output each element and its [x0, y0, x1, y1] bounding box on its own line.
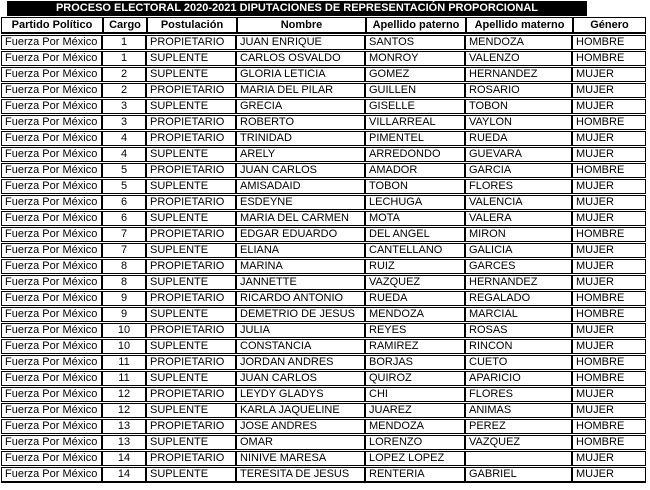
- cell-apellido-materno: PEREZ: [465, 419, 572, 434]
- cell-nombre: JUAN CARLOS: [236, 371, 365, 386]
- cell-partido-politico: Fuerza Por México: [1, 435, 102, 450]
- cell-postulacion: SUPLENTE: [146, 179, 236, 194]
- cell-genero: HOMBRE: [572, 35, 646, 50]
- cell-partido-politico: Fuerza Por México: [1, 211, 102, 226]
- cell-partido-politico: Fuerza Por México: [1, 419, 102, 434]
- cell-cargo: 1: [102, 51, 146, 66]
- cell-apellido-paterno: LOPEZ LOPEZ: [365, 451, 465, 466]
- table-row: [1, 83, 646, 98]
- cell-nombre: TERESITA DE JESUS: [236, 467, 365, 483]
- cell-partido-politico: Fuerza Por México: [1, 323, 102, 338]
- cell-postulacion: PROPIETARIO: [146, 195, 236, 210]
- column-header-apellido-materno: Apellido materno: [465, 17, 572, 34]
- cell-nombre: CARLOS OSVALDO: [236, 51, 365, 66]
- cell-genero: HOMBRE: [572, 435, 646, 450]
- cell-postulacion: SUPLENTE: [146, 435, 236, 450]
- cell-cargo: 4: [102, 131, 146, 146]
- cell-postulacion: SUPLENTE: [146, 339, 236, 354]
- cell-partido-politico: Fuerza Por México: [1, 147, 102, 162]
- table-row: [1, 195, 646, 210]
- cell-genero: MUJER: [572, 99, 646, 114]
- cell-apellido-materno: FLORES: [465, 179, 572, 194]
- cell-apellido-paterno: TOBON: [365, 179, 465, 194]
- cell-cargo: 6: [102, 195, 146, 210]
- cell-apellido-paterno: BORJAS: [365, 355, 465, 370]
- table-row: [1, 323, 646, 338]
- cell-genero: HOMBRE: [572, 371, 646, 386]
- column-header-partido-politico: Partido Político: [1, 17, 102, 34]
- cell-apellido-materno: FLORES: [465, 387, 572, 402]
- table-row: [1, 371, 646, 386]
- cell-cargo: 3: [102, 99, 146, 114]
- cell-genero: MUJER: [572, 275, 646, 290]
- cell-cargo: 5: [102, 163, 146, 178]
- cell-partido-politico: Fuerza Por México: [1, 115, 102, 130]
- cell-genero: MUJER: [572, 323, 646, 338]
- table-row: [1, 435, 646, 450]
- cell-apellido-paterno: ARREDONDO: [365, 147, 465, 162]
- table-row: [1, 179, 646, 194]
- cell-nombre: MARIA DEL PILAR: [236, 83, 365, 98]
- table-row: [1, 211, 646, 226]
- cell-partido-politico: Fuerza Por México: [1, 467, 102, 483]
- cell-genero: HOMBRE: [572, 51, 646, 66]
- cell-apellido-materno: APARICIO: [465, 371, 572, 386]
- table-row: [1, 115, 646, 130]
- cell-apellido-paterno: CANTELLANO: [365, 243, 465, 258]
- table-header: [1, 17, 646, 34]
- cell-cargo: 6: [102, 211, 146, 226]
- cell-cargo: 10: [102, 323, 146, 338]
- cell-partido-politico: Fuerza Por México: [1, 163, 102, 178]
- cell-postulacion: SUPLENTE: [146, 403, 236, 418]
- cell-apellido-paterno: VILLARREAL: [365, 115, 465, 130]
- table-row: [1, 403, 646, 418]
- column-header-nombre: Nombre: [236, 17, 365, 34]
- cell-apellido-materno: [465, 451, 572, 466]
- table-row: [1, 339, 646, 354]
- cell-nombre: DEMETRIO DE JESUS: [236, 307, 365, 322]
- cell-partido-politico: Fuerza Por México: [1, 99, 102, 114]
- cell-cargo: 13: [102, 419, 146, 434]
- cell-genero: MUJER: [572, 195, 646, 210]
- cell-nombre: MARINA: [236, 259, 365, 274]
- table-row: [1, 147, 646, 162]
- cell-postulacion: SUPLENTE: [146, 467, 236, 483]
- cell-nombre: EDGAR EDUARDO: [236, 227, 365, 242]
- cell-genero: HOMBRE: [572, 115, 646, 130]
- cell-partido-politico: Fuerza Por México: [1, 371, 102, 386]
- cell-postulacion: PROPIETARIO: [146, 115, 236, 130]
- cell-genero: HOMBRE: [572, 291, 646, 306]
- cell-apellido-paterno: REYES: [365, 323, 465, 338]
- cell-apellido-paterno: GUILLEN: [365, 83, 465, 98]
- table-row: [1, 467, 646, 483]
- cell-genero: MUJER: [572, 467, 646, 483]
- cell-cargo: 9: [102, 307, 146, 322]
- cell-genero: HOMBRE: [572, 355, 646, 370]
- cell-apellido-paterno: GOMEZ: [365, 67, 465, 82]
- cell-cargo: 8: [102, 259, 146, 274]
- cell-partido-politico: Fuerza Por México: [1, 451, 102, 466]
- cell-partido-politico: Fuerza Por México: [1, 259, 102, 274]
- cell-apellido-paterno: RAMIREZ: [365, 339, 465, 354]
- table-row: [1, 51, 646, 66]
- cell-nombre: MARIA DEL CARMEN: [236, 211, 365, 226]
- cell-postulacion: SUPLENTE: [146, 147, 236, 162]
- table-row: [1, 307, 646, 322]
- cell-postulacion: PROPIETARIO: [146, 35, 236, 50]
- cell-nombre: KARLA JAQUELINE: [236, 403, 365, 418]
- cell-genero: MUJER: [572, 403, 646, 418]
- column-header-postulacion: Postulación: [146, 17, 236, 34]
- cell-partido-politico: Fuerza Por México: [1, 227, 102, 242]
- cell-partido-politico: Fuerza Por México: [1, 387, 102, 402]
- cell-genero: MUJER: [572, 211, 646, 226]
- cell-postulacion: SUPLENTE: [146, 99, 236, 114]
- cell-partido-politico: Fuerza Por México: [1, 35, 102, 50]
- cell-nombre: LEYDY GLADYS: [236, 387, 365, 402]
- cell-apellido-materno: VALENZO: [465, 51, 572, 66]
- table-row: [1, 451, 646, 466]
- cell-cargo: 9: [102, 291, 146, 306]
- cell-postulacion: PROPIETARIO: [146, 259, 236, 274]
- cell-partido-politico: Fuerza Por México: [1, 307, 102, 322]
- cell-partido-politico: Fuerza Por México: [1, 67, 102, 82]
- cell-genero: MUJER: [572, 179, 646, 194]
- page-title: PROCESO ELECTORAL 2020-2021 DIPUTACIONES DE REPRESENTACIÓN PROPORCIONAL: [7, 1, 587, 16]
- cell-apellido-paterno: PIMENTEL: [365, 131, 465, 146]
- cell-apellido-paterno: MONROY: [365, 51, 465, 66]
- cell-cargo: 1: [102, 35, 146, 50]
- header-row: [1, 17, 646, 34]
- cell-apellido-materno: RUEDA: [465, 131, 572, 146]
- table-row: [1, 419, 646, 434]
- cell-partido-politico: Fuerza Por México: [1, 275, 102, 290]
- cell-apellido-paterno: MENDOZA: [365, 419, 465, 434]
- cell-genero: HOMBRE: [572, 163, 646, 178]
- cell-cargo: 3: [102, 115, 146, 130]
- cell-apellido-materno: MENDOZA: [465, 35, 572, 50]
- cell-nombre: ESDEYNE: [236, 195, 365, 210]
- candidates-table: [1, 16, 646, 484]
- cell-apellido-materno: TOBON: [465, 99, 572, 114]
- cell-postulacion: SUPLENTE: [146, 51, 236, 66]
- cell-apellido-paterno: RUEDA: [365, 291, 465, 306]
- cell-partido-politico: Fuerza Por México: [1, 291, 102, 306]
- cell-postulacion: PROPIETARIO: [146, 451, 236, 466]
- cell-apellido-paterno: DEL ANGEL: [365, 227, 465, 242]
- cell-partido-politico: Fuerza Por México: [1, 243, 102, 258]
- cell-postulacion: PROPIETARIO: [146, 291, 236, 306]
- cell-postulacion: SUPLENTE: [146, 211, 236, 226]
- cell-postulacion: PROPIETARIO: [146, 355, 236, 370]
- cell-nombre: JUAN ENRIQUE: [236, 35, 365, 50]
- cell-apellido-materno: CUETO: [465, 355, 572, 370]
- cell-genero: MUJER: [572, 83, 646, 98]
- cell-postulacion: SUPLENTE: [146, 307, 236, 322]
- cell-genero: HOMBRE: [572, 419, 646, 434]
- cell-cargo: 14: [102, 451, 146, 466]
- cell-apellido-materno: GARCES: [465, 259, 572, 274]
- cell-nombre: GLORIA LETICIA: [236, 67, 365, 82]
- cell-apellido-materno: RINCON: [465, 339, 572, 354]
- cell-nombre: OMAR: [236, 435, 365, 450]
- cell-cargo: 12: [102, 403, 146, 418]
- cell-apellido-paterno: AMADOR: [365, 163, 465, 178]
- cell-partido-politico: Fuerza Por México: [1, 339, 102, 354]
- cell-nombre: JUAN CARLOS: [236, 163, 365, 178]
- cell-apellido-paterno: VAZQUEZ: [365, 275, 465, 290]
- cell-postulacion: PROPIETARIO: [146, 163, 236, 178]
- cell-genero: MUJER: [572, 243, 646, 258]
- cell-apellido-materno: GARCIA: [465, 163, 572, 178]
- cell-genero: HOMBRE: [572, 307, 646, 322]
- cell-apellido-materno: ROSAS: [465, 323, 572, 338]
- table-row: [1, 387, 646, 402]
- cell-nombre: NINIVE MARESA: [236, 451, 365, 466]
- cell-apellido-paterno: RUIZ: [365, 259, 465, 274]
- cell-nombre: GRECIA: [236, 99, 365, 114]
- cell-nombre: CONSTANCIA: [236, 339, 365, 354]
- cell-apellido-paterno: LECHUGA: [365, 195, 465, 210]
- cell-cargo: 8: [102, 275, 146, 290]
- table-row: [1, 35, 646, 50]
- cell-postulacion: SUPLENTE: [146, 67, 236, 82]
- table-row: [1, 227, 646, 242]
- cell-apellido-materno: ROSARIO: [465, 83, 572, 98]
- cell-apellido-paterno: JUAREZ: [365, 403, 465, 418]
- cell-apellido-materno: HERNANDEZ: [465, 67, 572, 82]
- column-header-cargo: Cargo: [102, 17, 146, 34]
- cell-postulacion: PROPIETARIO: [146, 131, 236, 146]
- cell-genero: MUJER: [572, 259, 646, 274]
- cell-postulacion: PROPIETARIO: [146, 387, 236, 402]
- cell-apellido-materno: MARCIAL: [465, 307, 572, 322]
- cell-apellido-materno: VALENCIA: [465, 195, 572, 210]
- table-row: [1, 275, 646, 290]
- cell-cargo: 2: [102, 83, 146, 98]
- cell-cargo: 12: [102, 387, 146, 402]
- cell-apellido-materno: GALICIA: [465, 243, 572, 258]
- cell-apellido-materno: GABRIEL: [465, 467, 572, 483]
- cell-partido-politico: Fuerza Por México: [1, 195, 102, 210]
- cell-nombre: AMISADAID: [236, 179, 365, 194]
- cell-apellido-paterno: CHI: [365, 387, 465, 402]
- column-header-genero: Género: [572, 17, 646, 34]
- cell-postulacion: PROPIETARIO: [146, 419, 236, 434]
- cell-nombre: ELIANA: [236, 243, 365, 258]
- cell-genero: MUJER: [572, 147, 646, 162]
- cell-postulacion: SUPLENTE: [146, 275, 236, 290]
- cell-nombre: JORDAN ANDRES: [236, 355, 365, 370]
- table-row: [1, 131, 646, 146]
- cell-partido-politico: Fuerza Por México: [1, 51, 102, 66]
- cell-apellido-paterno: GISELLE: [365, 99, 465, 114]
- cell-partido-politico: Fuerza Por México: [1, 83, 102, 98]
- table-row: [1, 99, 646, 114]
- cell-nombre: JANNETTE: [236, 275, 365, 290]
- cell-apellido-materno: VAYLON: [465, 115, 572, 130]
- cell-apellido-materno: REGALADO: [465, 291, 572, 306]
- cell-postulacion: SUPLENTE: [146, 371, 236, 386]
- cell-cargo: 2: [102, 67, 146, 82]
- table-row: [1, 355, 646, 370]
- cell-nombre: JULIA: [236, 323, 365, 338]
- cell-genero: MUJER: [572, 387, 646, 402]
- cell-genero: MUJER: [572, 339, 646, 354]
- cell-cargo: 11: [102, 371, 146, 386]
- table-row: [1, 259, 646, 274]
- cell-postulacion: PROPIETARIO: [146, 323, 236, 338]
- cell-nombre: TRINIDAD: [236, 131, 365, 146]
- cell-partido-politico: Fuerza Por México: [1, 131, 102, 146]
- cell-nombre: JOSE ANDRES: [236, 419, 365, 434]
- cell-cargo: 11: [102, 355, 146, 370]
- cell-nombre: RICARDO ANTONIO: [236, 291, 365, 306]
- cell-genero: HOMBRE: [572, 227, 646, 242]
- cell-genero: MUJER: [572, 67, 646, 82]
- cell-apellido-materno: VAZQUEZ: [465, 435, 572, 450]
- cell-apellido-paterno: SANTOS: [365, 35, 465, 50]
- cell-cargo: 7: [102, 243, 146, 258]
- cell-apellido-materno: GUEVARA: [465, 147, 572, 162]
- cell-apellido-materno: ANIMAS: [465, 403, 572, 418]
- cell-partido-politico: Fuerza Por México: [1, 403, 102, 418]
- table-body: [1, 35, 646, 483]
- cell-postulacion: PROPIETARIO: [146, 227, 236, 242]
- cell-apellido-paterno: QUIROZ: [365, 371, 465, 386]
- cell-postulacion: PROPIETARIO: [146, 83, 236, 98]
- cell-cargo: 7: [102, 227, 146, 242]
- cell-apellido-materno: MIRON: [465, 227, 572, 242]
- cell-partido-politico: Fuerza Por México: [1, 179, 102, 194]
- cell-cargo: 4: [102, 147, 146, 162]
- cell-nombre: ARELY: [236, 147, 365, 162]
- table-row: [1, 291, 646, 306]
- cell-apellido-materno: HERNANDEZ: [465, 275, 572, 290]
- cell-genero: MUJER: [572, 131, 646, 146]
- cell-cargo: 13: [102, 435, 146, 450]
- cell-apellido-paterno: LORENZO: [365, 435, 465, 450]
- cell-cargo: 5: [102, 179, 146, 194]
- cell-postulacion: SUPLENTE: [146, 243, 236, 258]
- table-row: [1, 67, 646, 82]
- cell-apellido-paterno: MENDOZA: [365, 307, 465, 322]
- cell-partido-politico: Fuerza Por México: [1, 355, 102, 370]
- cell-cargo: 14: [102, 467, 146, 483]
- cell-apellido-paterno: RENTERIA: [365, 467, 465, 483]
- cell-apellido-paterno: MOTA: [365, 211, 465, 226]
- column-header-apellido-paterno: Apellido paterno: [365, 17, 465, 34]
- cell-cargo: 10: [102, 339, 146, 354]
- cell-nombre: ROBERTO: [236, 115, 365, 130]
- table-row: [1, 163, 646, 178]
- cell-genero: MUJER: [572, 451, 646, 466]
- cell-apellido-materno: VALERA: [465, 211, 572, 226]
- table-row: [1, 243, 646, 258]
